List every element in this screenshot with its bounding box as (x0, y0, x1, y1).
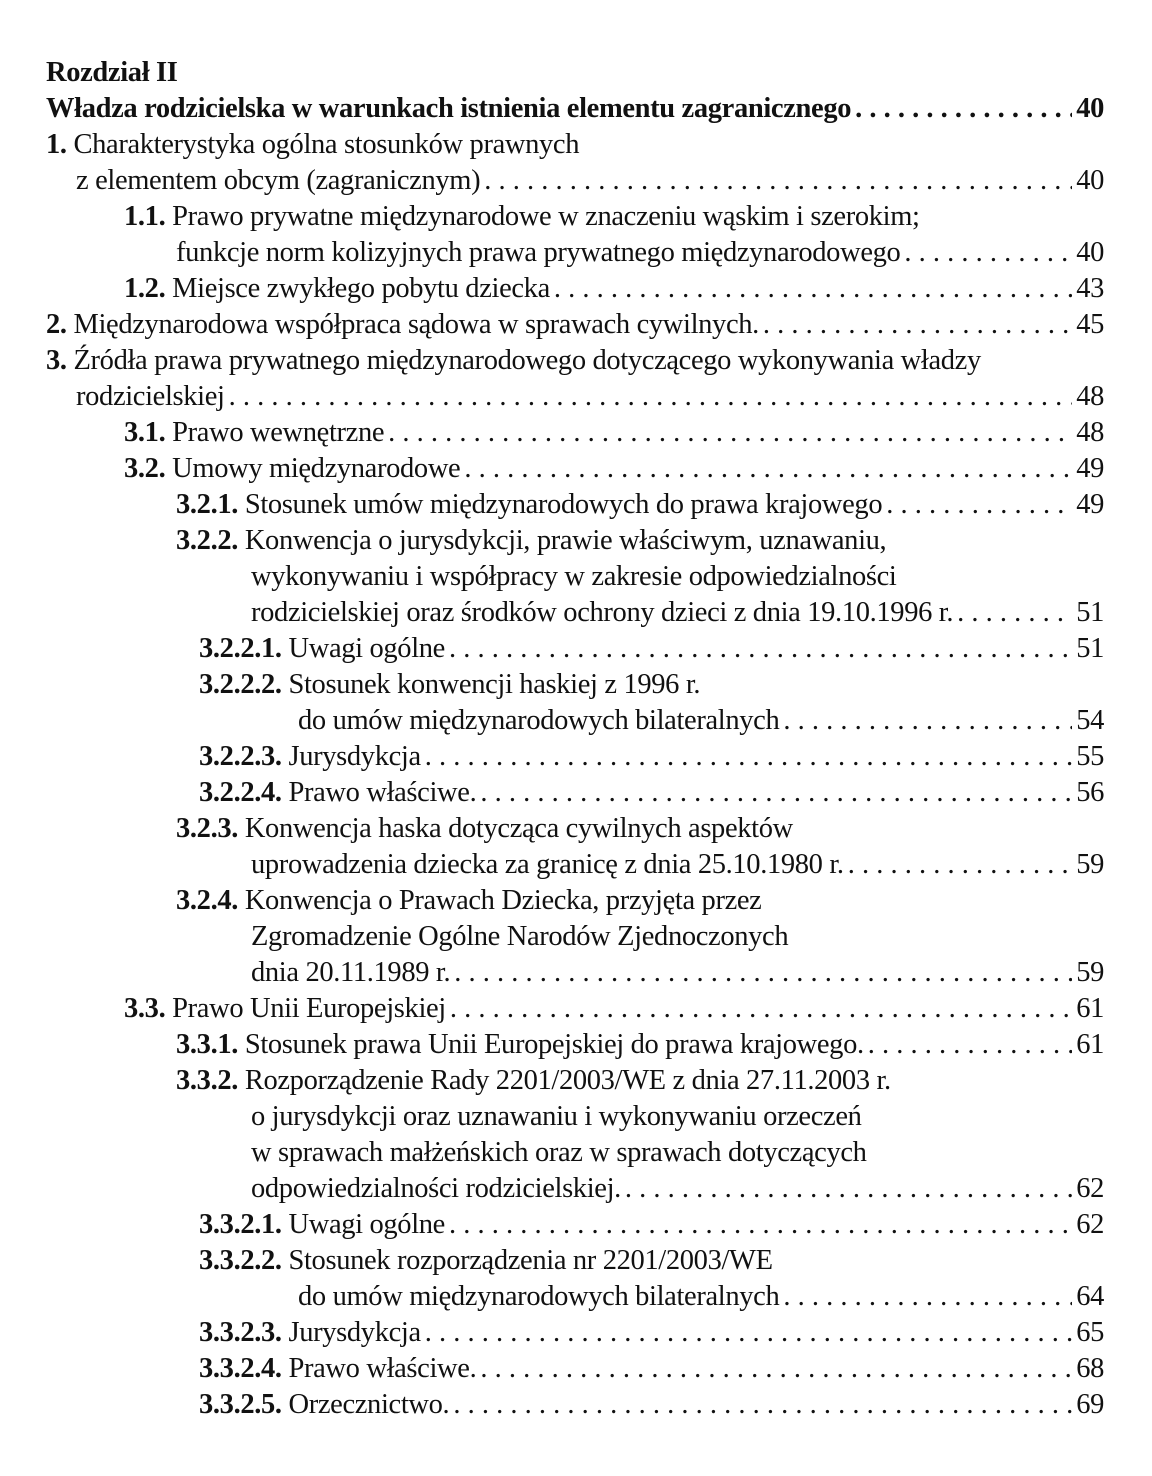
dot-leader (554, 271, 1072, 307)
entry-title: Prawo wewnętrzne (172, 417, 385, 448)
toc-entry-3-cont[interactable] (46, 379, 1104, 415)
toc-entry-1[interactable] (46, 127, 1104, 163)
toc-entry-3-2-2[interactable] (46, 523, 1104, 559)
toc-entry-3-2-4-cont[interactable] (46, 919, 1104, 955)
toc-entry-3-2-2-cont[interactable] (46, 559, 1104, 595)
entry-title: o jurysdykcji oraz uznawaniu i wykonywaniu orzeczeń (251, 1101, 862, 1132)
entry-title: Charakterystyka ogólna stosunków prawnych (73, 129, 580, 160)
entry-title: funkcje norm kolizyjnych prawa prywatnego międzynarodowego (176, 237, 901, 268)
entry-number: 3.1. (124, 417, 166, 448)
page-number: 49 (1076, 489, 1104, 520)
dot-leader (450, 991, 1072, 1027)
page-number: 62 (1076, 1173, 1104, 1204)
page-number: 61 (1076, 993, 1104, 1024)
entry-number: 1. (46, 129, 67, 160)
entry-title: Stosunek konwencji haskiej z 1996 r. (288, 669, 701, 700)
entry-number: 3.3.2.3. (199, 1317, 282, 1348)
toc-entry-3-2-2-2-cont[interactable] (46, 703, 1104, 739)
toc-entry-3-2-2-1[interactable] (46, 631, 1104, 667)
toc-entry-3-3-2-cont2[interactable] (46, 1135, 1104, 1171)
entry-title: odpowiedzialności rodzicielskiej. (251, 1173, 621, 1204)
entry-number: 3.2.3. (176, 813, 239, 844)
page-number: 48 (1076, 381, 1104, 412)
toc-entry-3[interactable] (46, 343, 1104, 379)
entry-title: Stosunek umów międzynarodowych do prawa krajowego (244, 489, 883, 520)
entry-number: 3.2.2.2. (199, 669, 282, 700)
toc-entry-3-3-2-cont3[interactable] (46, 1171, 1104, 1207)
toc-entry-3-2-4[interactable] (46, 883, 1104, 919)
dot-leader (464, 451, 1072, 487)
page-number: 56 (1076, 777, 1104, 808)
entry-number: 3.2.1. (176, 489, 239, 520)
entry-title: wykonywaniu i współpracy w zakresie odpowiedzialności (251, 561, 897, 592)
toc-entry-3-2-2-2[interactable] (46, 667, 1104, 703)
toc-entry-3-2-4-cont2[interactable] (46, 955, 1104, 991)
page-number: 49 (1076, 453, 1104, 484)
dot-leader (855, 91, 1072, 127)
toc-entry-1-2[interactable] (46, 271, 1104, 307)
dot-leader (453, 1387, 1072, 1423)
page-number: 59 (1076, 849, 1104, 880)
toc-entry-3-2-1[interactable] (46, 487, 1104, 523)
entry-number: 3.3.2.2. (199, 1245, 282, 1276)
toc-entry-1-1-cont[interactable] (46, 235, 1104, 271)
page-number: 43 (1076, 273, 1104, 304)
page-number: 48 (1076, 417, 1104, 448)
entry-title: dnia 20.11.1989 r. (251, 957, 451, 988)
table-of-contents (46, 55, 1104, 1423)
entry-number: 3. (46, 345, 67, 376)
toc-entry-3-3-2-1[interactable] (46, 1207, 1104, 1243)
dot-leader (425, 739, 1072, 775)
dot-leader (868, 1027, 1072, 1063)
dot-leader (848, 847, 1072, 883)
entry-title: Orzecznictwo. (288, 1389, 450, 1420)
entry-title: Konwencja o Prawach Dziecka, przyjęta przez (244, 885, 762, 916)
entry-number: 3.2.2. (176, 525, 239, 556)
page-number: 45 (1076, 309, 1104, 340)
entry-title: Prawo właściwe. (288, 777, 477, 808)
entry-title: Jurysdykcja (288, 741, 421, 772)
entry-title: Miejsce zwykłego pobytu dziecka (172, 273, 550, 304)
entry-title: Jurysdykcja (288, 1317, 421, 1348)
entry-number: 3.3.1. (176, 1029, 239, 1060)
toc-entry-1-cont[interactable] (46, 163, 1104, 199)
entry-number: 3.2. (124, 453, 166, 484)
entry-number: 3.3.2.5. (199, 1389, 282, 1420)
page-number: 54 (1076, 705, 1104, 736)
dot-leader (783, 1279, 1072, 1315)
dot-leader (449, 1207, 1072, 1243)
entry-number: 3.2.2.4. (199, 777, 282, 808)
entry-number: 3.3. (124, 993, 166, 1024)
toc-entry-2[interactable] (46, 307, 1104, 343)
chapter-title-row[interactable] (46, 91, 1104, 127)
page-number: 69 (1076, 1389, 1104, 1420)
toc-entry-1-1[interactable] (46, 199, 1104, 235)
entry-number: 3.2.4. (176, 885, 239, 916)
page-number: 55 (1076, 741, 1104, 772)
toc-entry-3-1[interactable] (46, 415, 1104, 451)
entry-title: Źródła prawa prywatnego międzynarodowego dotyczącego wykonywania władzy (73, 345, 981, 376)
entry-title: Uwagi ogólne (288, 633, 445, 664)
dot-leader (957, 595, 1072, 631)
page-number: 51 (1076, 633, 1104, 664)
toc-entry-3-3-2-5[interactable] (46, 1387, 1104, 1423)
toc-entry-3-2-2-3[interactable] (46, 739, 1104, 775)
dot-leader (425, 1315, 1072, 1351)
entry-number: 3.2.2.3. (199, 741, 282, 772)
page-number: 62 (1076, 1209, 1104, 1240)
entry-title: do umów międzynarodowych bilateralnych (298, 705, 780, 736)
page-number: 40 (1076, 237, 1104, 268)
page-number: 68 (1076, 1353, 1104, 1384)
toc-entry-3-3-2-3[interactable] (46, 1315, 1104, 1351)
page-number: 59 (1076, 957, 1104, 988)
entry-title: Uwagi ogólne (288, 1209, 445, 1240)
dot-leader (480, 775, 1072, 811)
entry-title: Umowy międzynarodowe (172, 453, 461, 484)
page-number: 64 (1076, 1281, 1104, 1312)
dot-leader (886, 487, 1072, 523)
dot-leader (763, 307, 1072, 343)
entry-title: Stosunek prawa Unii Europejskiej do prawa krajowego. (244, 1029, 864, 1060)
entry-number: 3.3.2. (176, 1065, 239, 1096)
toc-entry-3-3-2-2-cont[interactable] (46, 1279, 1104, 1315)
entry-number: 2. (46, 309, 67, 340)
entry-number: 3.3.2.4. (199, 1353, 282, 1384)
toc-entry-3-3[interactable] (46, 991, 1104, 1027)
entry-title: Stosunek rozporządzenia nr 2201/2003/WE (288, 1245, 773, 1276)
dot-leader (783, 703, 1072, 739)
page-number: 61 (1076, 1029, 1104, 1060)
entry-title: Zgromadzenie Ogólne Narodów Zjednoczonych (251, 921, 789, 952)
toc-entry-3-2[interactable] (46, 451, 1104, 487)
entry-title: Konwencja o jurysdykcji, prawie właściwym, uznawaniu, (244, 525, 887, 556)
toc-entry-3-3-1[interactable] (46, 1027, 1104, 1063)
entry-number: 1.1. (124, 201, 166, 232)
chapter-title: Władza rodzicielska w warunkach istnienia elementu zagranicznego (46, 93, 852, 124)
entry-title: Konwencja haska dotycząca cywilnych aspektów (244, 813, 793, 844)
dot-leader (625, 1171, 1072, 1207)
dot-leader (388, 415, 1072, 451)
entry-title: Prawo Unii Europejskiej (172, 993, 446, 1024)
entry-title: Międzynarodowa współpraca sądowa w sprawach cywilnych. (73, 309, 759, 340)
entry-number: 3.3.2.1. (199, 1209, 282, 1240)
entry-title: do umów międzynarodowych bilateralnych (298, 1281, 780, 1312)
entry-title: w sprawach małżeńskich oraz w sprawach dotyczących (251, 1137, 867, 1168)
entry-title: Prawo prywatne międzynarodowe w znaczeniu wąskim i szerokim; (172, 201, 920, 232)
dot-leader (229, 379, 1073, 415)
toc-entry-3-2-3[interactable] (46, 811, 1104, 847)
page-number: 51 (1076, 597, 1104, 628)
page-number: 40 (1076, 93, 1104, 124)
dot-leader (484, 163, 1072, 199)
toc-entry-3-3-2-2[interactable] (46, 1243, 1104, 1279)
toc-entry-3-2-3-cont[interactable] (46, 847, 1104, 883)
toc-entry-3-2-2-4[interactable] (46, 775, 1104, 811)
entry-title: Prawo właściwe. (288, 1353, 477, 1384)
dot-leader (480, 1351, 1072, 1387)
entry-number: 3.2.2.1. (199, 633, 282, 664)
chapter-label: Rozdział II (46, 57, 178, 88)
toc-entry-3-3-2-4[interactable] (46, 1351, 1104, 1387)
entry-title: uprowadzenia dziecka za granicę z dnia 25.10.1980 r. (251, 849, 844, 880)
entry-title: Rozporządzenie Rady 2201/2003/WE z dnia 27.11.2003 r. (244, 1065, 891, 1096)
entry-title: rodzicielskiej (76, 381, 225, 412)
page-number: 40 (1076, 165, 1104, 196)
toc-entry-3-3-2[interactable] (46, 1063, 1104, 1099)
dot-leader (454, 955, 1072, 991)
page-number: 65 (1076, 1317, 1104, 1348)
dot-leader (904, 235, 1072, 271)
entry-title: z elementem obcym (zagranicznym) (76, 165, 481, 196)
entry-number: 1.2. (124, 273, 166, 304)
dot-leader (449, 631, 1072, 667)
toc-entry-3-2-2-cont2[interactable] (46, 595, 1104, 631)
entry-title: rodzicielskiej oraz środków ochrony dzieci z dnia 19.10.1996 r. (251, 597, 954, 628)
toc-entry-3-3-2-cont[interactable] (46, 1099, 1104, 1135)
